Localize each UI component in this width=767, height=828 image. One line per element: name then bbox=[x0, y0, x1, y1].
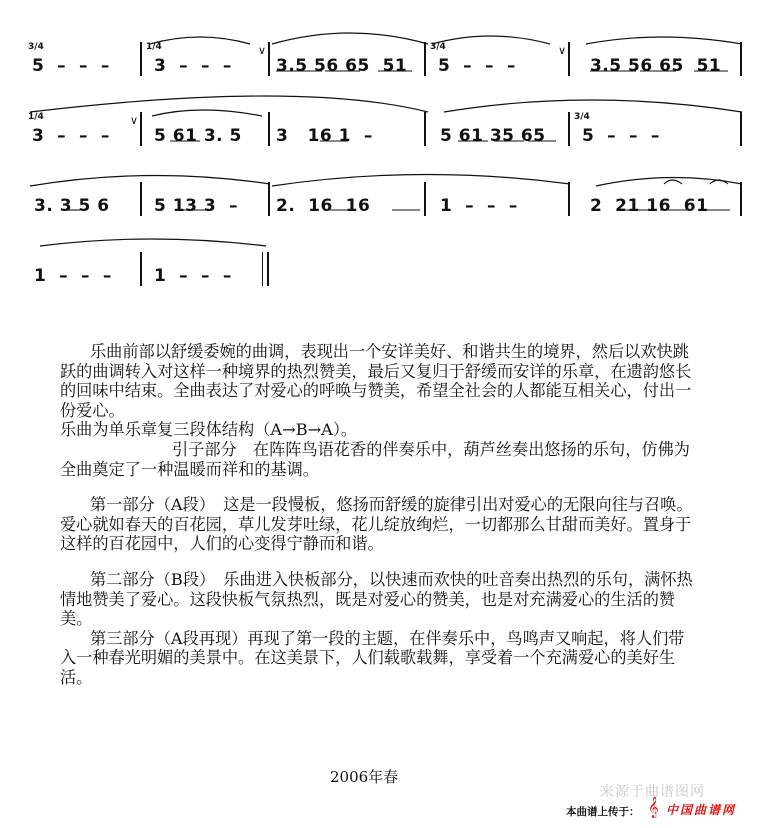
barline bbox=[140, 42, 142, 76]
intro-section-paragraph: 引子部分 在阵阵鸟语花香的伴奏乐中，葫芦丝奏出悠扬的乐句，仿佛为全曲奠定了一种温暖而祥和的基调。 bbox=[60, 439, 690, 479]
meter-mark: 3/4 bbox=[430, 42, 446, 52]
measure: 5 – – – bbox=[582, 126, 660, 146]
section-b-paragraph: 第二部分（B段） 乐曲进入快板部分，以快速而欢快的吐音奏出热烈的乐句，满怀热情地赞美了爱心。这段快板气氛热烈，既是对爱心的赞美，也是对充满爱心的生活的赞美。 bbox=[60, 569, 693, 629]
section-a-paragraph: 第一部分（A段） 这是一段慢板，悠扬而舒缓的旋律引出对爱心的无限向往与召唤。爱心就如春天的百花园，草儿发芽吐绿，花儿绽放绚烂，一切都那么甘甜而美好。置身于这样的百花园中，人们的心变得宁静而和谐。 bbox=[60, 495, 693, 554]
structure-line: 乐曲为单乐章复三段体结构（A→B→A）。 bbox=[60, 420, 358, 440]
measure: 5 61 35 65 bbox=[440, 126, 546, 146]
upload-label: 本曲谱上传于： bbox=[566, 806, 640, 818]
measure: 2 21 16 61 bbox=[590, 196, 709, 216]
numbered-score bbox=[0, 0, 767, 300]
section-a-reprise-paragraph: 第三部分（A段再现）再现了第一段的主题，在伴奏乐中，鸟鸣声又响起，将人们带入一种春光明媚的美景中。在这美景下，人们载歌载舞，享受着一个充满爱心的美好生活。 bbox=[60, 628, 685, 687]
barline bbox=[740, 182, 742, 216]
treble-clef-icon: 𝄞 bbox=[648, 797, 659, 818]
measure: 5 61 3. 5 bbox=[154, 126, 242, 146]
measure: 3.5 56 65 51 bbox=[590, 56, 722, 76]
barline bbox=[424, 112, 426, 146]
barline bbox=[568, 182, 570, 216]
date-line: 2006年春 bbox=[330, 768, 399, 786]
measure: 3.5 56 65 51 bbox=[276, 56, 408, 76]
description-text bbox=[60, 342, 700, 688]
score-system-3 bbox=[0, 192, 767, 236]
barline bbox=[424, 182, 426, 216]
meter-mark: 3/4 bbox=[28, 42, 44, 52]
barline bbox=[268, 182, 270, 216]
measure: 2. 16 16 bbox=[276, 196, 371, 216]
barline bbox=[140, 252, 142, 286]
barline bbox=[140, 182, 142, 216]
measure: 5 – – – bbox=[438, 56, 516, 76]
barline bbox=[740, 112, 742, 146]
breath-mark: ∨ bbox=[258, 44, 267, 57]
barline bbox=[568, 112, 570, 146]
measure: 1 – – – bbox=[440, 196, 518, 216]
breath-mark: ∨ bbox=[130, 114, 139, 127]
barline bbox=[268, 42, 270, 76]
intro-paragraph: 乐曲前部以舒缓委婉的曲调，表现出一个安详美好、和谐共生的境界，然后以欢快跳跃的曲调转入对这样一种境界的热烈赞美，最后又复归于舒缓而安详的乐章，在遗韵悠长的回味中结束。全曲表达了对爱心的呼唤与赞美，希望全社会的人都能互相关心，付出一份爱心。 bbox=[60, 342, 692, 420]
final-barline-thin bbox=[262, 252, 263, 286]
barline bbox=[268, 112, 270, 146]
source-watermark: 来源于曲谱图网 bbox=[600, 784, 705, 800]
meter-mark: 3/4 bbox=[574, 112, 590, 122]
barline bbox=[424, 42, 426, 76]
barline bbox=[740, 42, 742, 76]
site-logo-name: 中国曲谱网 bbox=[666, 803, 737, 817]
measure: 5 13 3 – bbox=[154, 196, 238, 216]
measure: 3 16 1 – bbox=[276, 126, 373, 146]
score-system-1 bbox=[0, 42, 767, 96]
meter-mark: 1/4 bbox=[28, 112, 44, 122]
measure: 5 – – – bbox=[32, 56, 110, 76]
measure: 1 – – – bbox=[34, 266, 112, 286]
meter-mark: 1/4 bbox=[146, 42, 162, 52]
final-barline-thick bbox=[267, 252, 269, 286]
measure: 3 – – – bbox=[154, 56, 232, 76]
barline bbox=[568, 42, 570, 76]
measure: 1 – – – bbox=[154, 266, 232, 286]
breath-mark: ∨ bbox=[558, 44, 567, 57]
barline bbox=[140, 112, 142, 146]
measure: 3. 3 5 6 bbox=[34, 196, 110, 216]
measure: 3 – – – bbox=[32, 126, 110, 146]
score-system-2 bbox=[0, 112, 767, 166]
site-logo[interactable] bbox=[648, 799, 763, 821]
score-system-4 bbox=[0, 262, 767, 306]
